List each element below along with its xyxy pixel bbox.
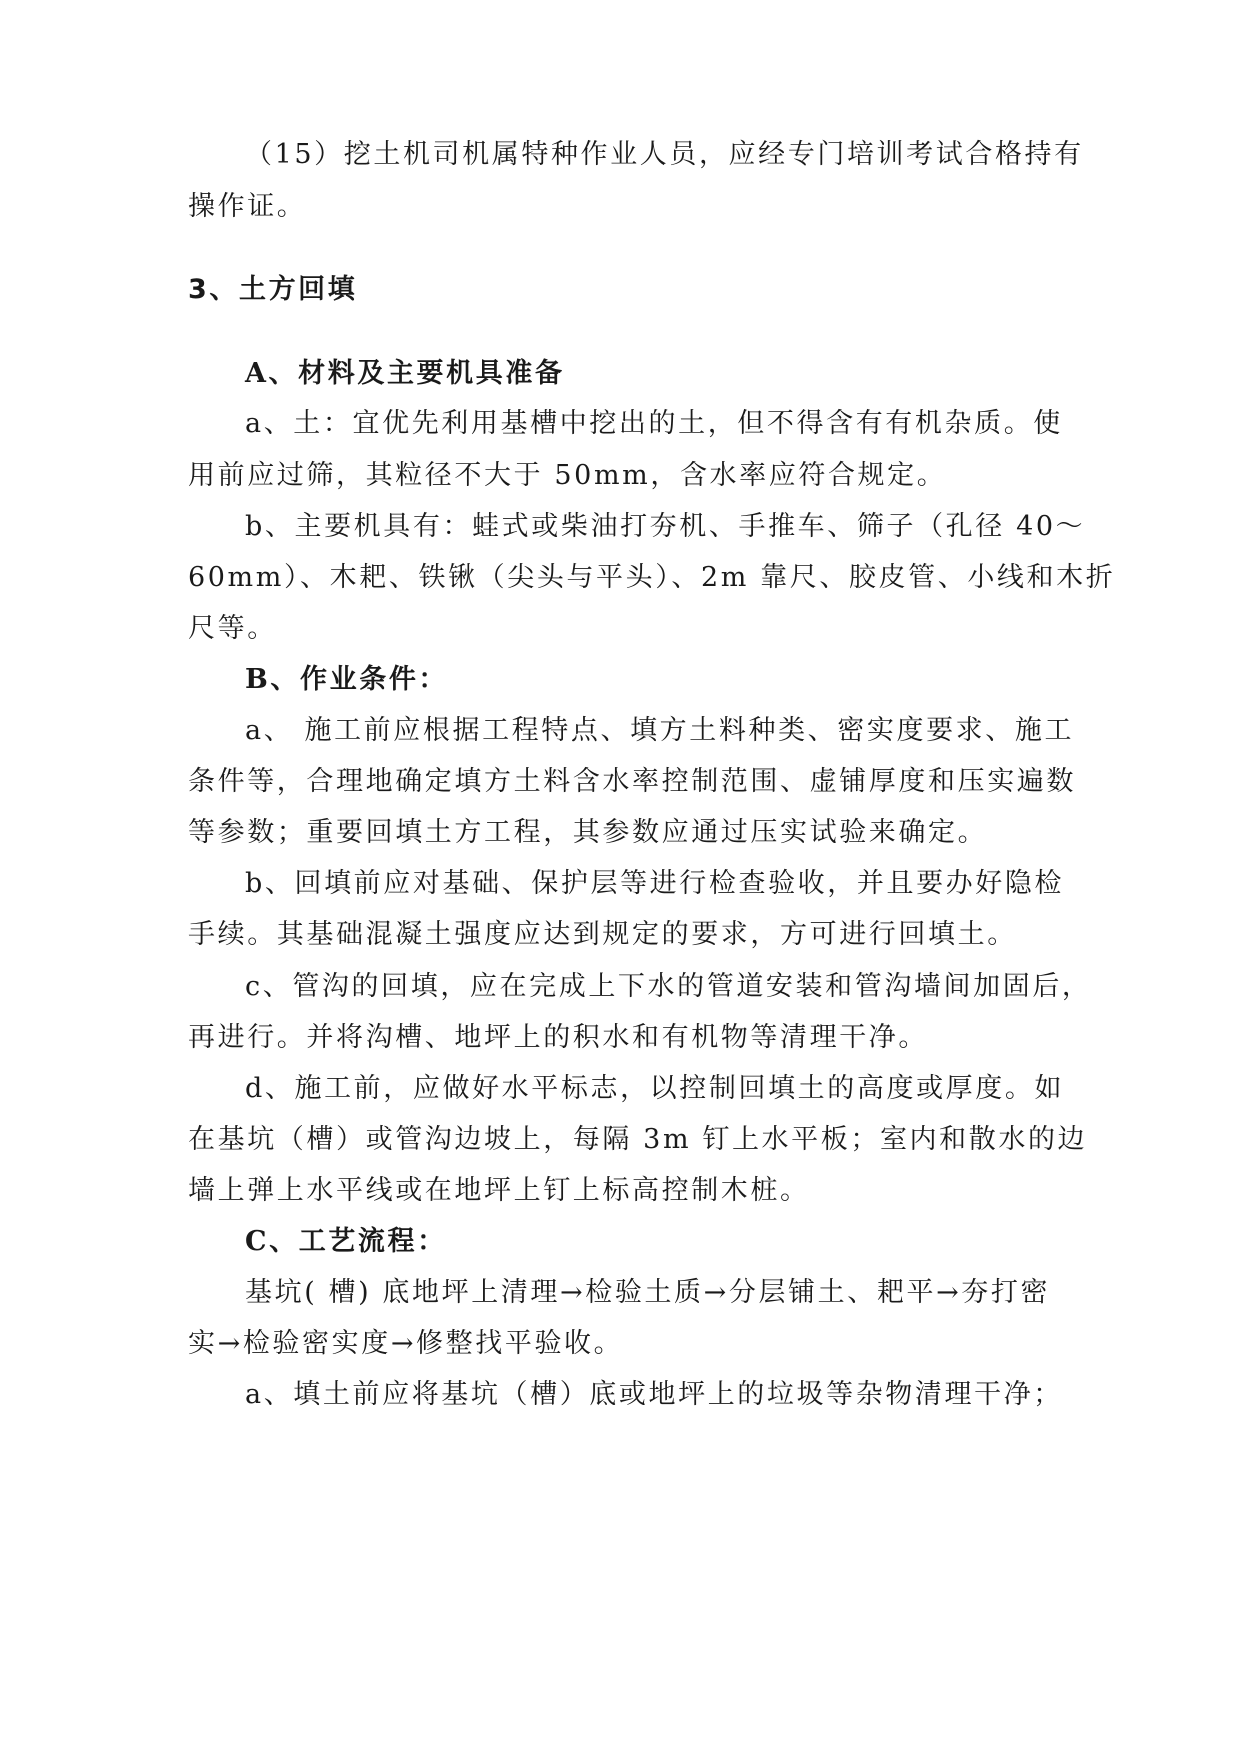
paragraph-line: 条件等，合理地确定填方土料含水率控制范围、虚铺厚度和压实遍数	[188, 766, 1076, 797]
paragraph-line: 在基坑（槽）或管沟边坡上，每隔 3m 钉上水平板；室内和散水的边	[188, 1124, 1088, 1155]
paragraph-line: 60mm）、木耙、铁锹（尖头与平头）、2m 靠尺、胶皮管、小线和木折	[188, 562, 1116, 593]
paragraph-line: 用前应过筛，其粒径不大于 50mm，含水率应符合规定。	[188, 460, 947, 491]
paragraph-line: 再进行。并将沟槽、地坪上的积水和有机物等清理干净。	[188, 1022, 928, 1053]
paragraph-line: d、施工前，应做好水平标志，以控制回填土的高度或厚度。如	[245, 1073, 1065, 1104]
paragraph-line: c、管沟的回填，应在完成上下水的管道安装和管沟墙间加固后，	[245, 971, 1092, 1002]
paragraph-line: 尺等。	[188, 613, 277, 644]
paragraph-line: a、 施工前应根据工程特点、填方土料种类、密实度要求、施工	[245, 715, 1075, 746]
paragraph-line: 墙上弹上水平线或在地坪上钉上标高控制木桩。	[188, 1175, 810, 1206]
section-heading: 3、土方回填	[188, 274, 358, 305]
subsection-heading: A、材料及主要机具准备	[245, 358, 565, 389]
paragraph-line: 基坑( 槽) 底地坪上清理→检验土质→分层铺土、耙平→夯打密	[245, 1277, 1051, 1308]
paragraph-line: a、填土前应将基坑（槽）底或地坪上的垃圾等杂物清理干净；	[245, 1379, 1063, 1410]
paragraph-line: 手续。其基础混凝土强度应达到规定的要求，方可进行回填土。	[188, 919, 1017, 950]
subsection-heading: C、工艺流程：	[245, 1226, 447, 1257]
paragraph-line: （15）挖土机司机属特种作业人员，应经专门培训考试合格持有	[245, 139, 1084, 170]
paragraph-line: b、主要机具有：蛙式或柴油打夯机、手推车、筛子（孔径 40～	[245, 511, 1086, 542]
paragraph-line: a、土：宜优先利用基槽中挖出的土，但不得含有有机杂质。使	[245, 408, 1063, 439]
subsection-heading: B、作业条件：	[245, 664, 449, 695]
paragraph-line: b、回填前应对基础、保护层等进行检查验收，并且要办好隐检	[245, 868, 1065, 899]
paragraph-line: 操作证。	[188, 191, 307, 222]
paragraph-line: 等参数；重要回填土方工程，其参数应通过压实试验来确定。	[188, 817, 988, 848]
paragraph-line: 实→检验密实度→修整找平验收。	[188, 1328, 624, 1359]
